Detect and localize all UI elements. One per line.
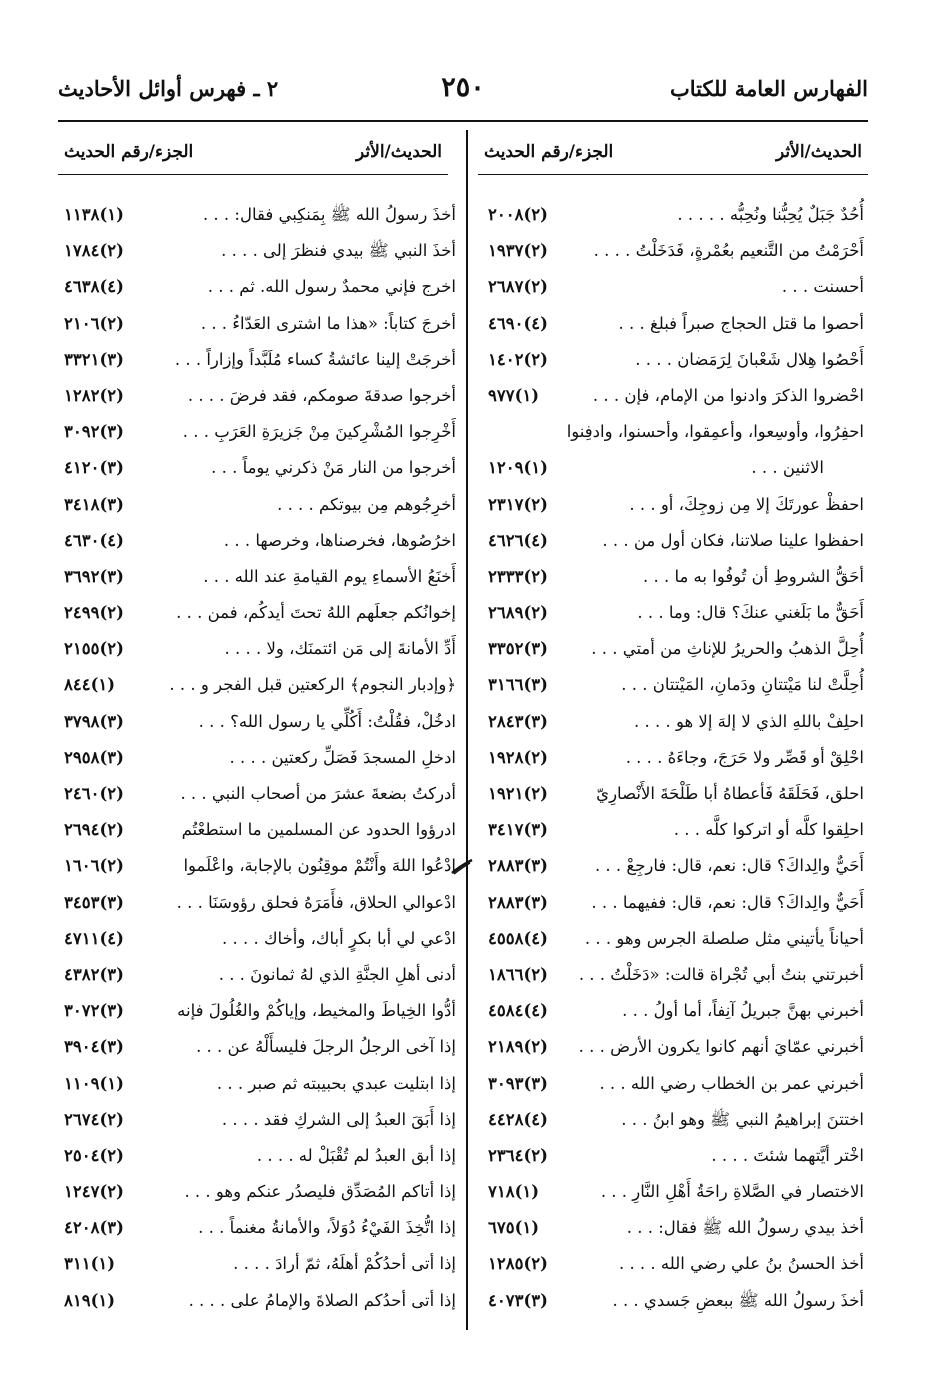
hadith-opening-text: احفظوا علينا صلاتنا، فكان أول من . . . [602,530,864,550]
volume-hadith-number: (٢)٢٣١٧ [488,494,548,514]
hadith-opening-text: ادرؤوا الحدود عن المسلمين ما استطعْتُم [181,820,456,840]
hadith-opening-text: أحسنت . . . [781,277,864,297]
volume-hadith-number: (٣)٣٤١٧ [488,820,548,840]
hadith-opening-text: احْلِقْ أو قَصِّر ولا حَرَجَ، وجاءَهُ . . . . [625,747,864,767]
volume-hadith-number: (٢)٢٦٨٩ [488,603,548,623]
volume-hadith-number: (٣)٣٦٩٢ [64,566,124,586]
hadith-opening-text: أخرجَ كتاباً: «هذا ما اشترى العَدّاءُ . . . [200,313,456,333]
index-entry [488,672,864,708]
index-entry [64,817,456,853]
volume-hadith-number: (٢)١٧٨٤ [64,241,124,261]
volume-hadith-number: (٣)٣٠٩٢ [64,422,124,442]
index-entry [64,745,456,781]
hadith-opening-text: أَخْرِجوا المُشْرِكينَ مِنْ جَزيرَةِ العَرَبِ . . . [182,422,456,442]
index-entry [488,890,864,926]
volume-hadith-number: (٢)١٢٨٢ [64,385,124,405]
volume-hadith-number: (١)٣١١ [64,1254,116,1274]
hadith-opening-text-continued: الاثنين . . . [751,458,824,478]
hadith-opening-text: إخوانُكم جعلَهم اللهُ تحتَ أيدكُم، فمن . . . [176,603,456,623]
hadith-opening-text: أخرجَتْ إلينا عائشةُ كساء مُلَبَّداً وإزاراً . . . [174,349,456,369]
hadith-opening-text: أدُّوا الخِياطَ والمخيط، وإياكُمْ والغُلُولَ فإنه [177,1001,456,1021]
volume-hadith-number: (٢)٢١٥٥ [64,639,124,659]
index-entry [64,636,456,672]
hadith-opening-text: أَحَيٌّ والِداكَ؟ قال: نعم، قال: فارجِعْ . . . [594,856,864,876]
index-entry [488,347,864,383]
hadith-opening-text: ادخُلْ، فقُلْتُ: أَكُلِّي يا رسول الله؟ . . . [198,711,456,731]
index-entry [488,1143,864,1179]
index-entry [64,564,456,600]
volume-hadith-number: (٤)٤٥٨٤ [488,1001,548,1021]
volume-hadith-number: (٢)١٢٤٧ [64,1182,124,1202]
volume-hadith-number: (١)٧١٨ [488,1182,540,1202]
hadith-opening-text: أَحْصُوا هِلال شَعْبانَ لِرَمَضان . . . . [635,349,864,369]
hadith-label: الحديث/الأثر [356,142,442,162]
index-entry [488,311,864,347]
index-entry [488,1215,864,1251]
index-entry [488,492,864,528]
volume-hadith-number: (٢)٢٦٩٤ [64,820,124,840]
index-entry [64,238,456,274]
hadith-opening-text: إذا أتى أحدُكم الصلاةَ والإمامُ على . . . . [188,1290,456,1310]
hadith-opening-text: أدركتُ بضعةَ عشرَ من أصحاب النبي . . . [180,784,456,803]
index-entry [64,1215,456,1251]
index-entry [64,781,456,817]
volume-hadith-number: (٣)٣٤١٨ [64,494,124,514]
hadith-opening-text: أخذ الحسنُ بنُ علي رضي الله . . . . [618,1254,864,1274]
page-header [58,72,868,112]
volume-hadith-number: (٣)٢٩٥٨ [64,747,124,767]
hadith-opening-text: أخذَ رسولُ الله ﷺ ببعضِ جَسدي . . . [612,1290,864,1310]
hadith-opening-text: ادْعُوا اللهَ وأَنْتُمْ موقِنُون بالإجابة، واعْلَموا [183,856,456,876]
index-entry [488,709,864,745]
index-entry [488,962,864,998]
index-entry [64,455,456,491]
hadith-opening-text: أَحَقٌّ ما بَلَغني عنكَ؟ قال: وما . . . [637,603,864,623]
index-entry [488,528,864,564]
hadith-label: الحديث/الأثر [776,142,862,162]
index-entry [488,600,864,636]
index-entry [64,853,456,889]
index-entry [64,202,456,238]
right-column-header [478,138,868,168]
volume-hadith-number: (٤)٤٤٢٨ [488,1109,548,1129]
hadith-opening-text: أَحَيٌّ والِداكَ؟ قال: نعم، قال: ففيهما . . . [591,892,864,912]
index-entry [488,1034,864,1070]
index-entry [64,926,456,962]
hadith-opening-text: أَحْرَمْتُ من التَّنعيم بعُمْرةٍ، فَدَخَلْتُ . . . . [593,241,864,261]
hadith-opening-text: أخبرني بهنَّ جبريلُ آنِفاً، أما أولُ . . . [622,1001,864,1021]
index-entry [488,1251,864,1287]
volume-hadith-number: (٣)٣٠٧٢ [64,1001,124,1021]
volume-hadith-number: (٢)٢٣٦٤ [488,1145,548,1165]
volume-hadith-number: (٢)٢٤٩٩ [64,603,124,623]
hadith-opening-text: أحصوا ما قتل الحجاج صبراً فبلغ . . . [618,313,864,333]
volume-hadith-number: (١)١٢٠٩ [488,458,548,478]
hadith-opening-text: ادْعوالي الحلاق، فأَمَرَهُ فحلق رؤوسَنَا . . . [176,892,456,912]
index-entry [64,492,456,528]
hadith-opening-text: احلِقوا كلَّه أو اتركوا كلَّه . . . [673,820,864,840]
volume-hadith-number: (٢)٢٦٧٤ [64,1109,124,1129]
index-entry [64,1034,456,1070]
index-entry [488,419,864,491]
pen-mark-icon [450,858,474,876]
hadith-opening-text: احلق، فَحَلَقَهُ فَأعطاهُ أبا طَلْحَةَ الأَنْصارِيّ [596,784,864,804]
volume-hadith-number: (٣)٣١٦٦ [488,675,548,695]
index-entry [488,564,864,600]
book-section-title: الفهارس العامة للكتاب [669,76,868,101]
volume-hadith-number: (٢)١٢٨٥ [488,1254,548,1274]
volume-hadith-number: (٢)٢٦٨٧ [488,277,548,297]
hadith-opening-text: إذا ابتليت عبدي بحبيبته ثم صبر . . . [216,1073,456,1093]
left-column-header [58,138,448,168]
hadith-opening-text: أخذَ رسولُ الله ﷺ بِمَنكِبي فقال: . . . [202,205,456,224]
index-entry [488,636,864,672]
hadith-opening-text: احفظْ عورتَكَ إلا مِن زوجِكَ، أو . . . [629,494,864,514]
volume-hadith-number: (٢)٢٤٦٠ [64,784,124,803]
index-entry [488,383,864,419]
volume-hadith-number: (٣)٣٣٥٢ [488,639,548,659]
hadith-opening-text: أخبرني عمّايَ أنهم كانوا يكرون الأرض . . . [578,1037,864,1057]
hadith-opening-text: إذا أتى أحدُكُمْ أهلَهُ، ثمّ أرادَ . . . . [233,1254,456,1274]
index-entry [64,383,456,419]
hadith-opening-text: أخرِجُوهم مِن بيوتكم . . . . [277,494,456,514]
volume-hadith-number: (١)١١٣٨ [64,205,124,224]
volume-hadith-number: (٣)٢٨٨٣ [488,892,548,912]
index-entry [64,709,456,745]
volume-hadith-number: (٣)٣٧٩٨ [64,711,124,731]
volume-hadith-number: (١)٩٧٧ [488,385,540,405]
volume-hadith-number: (٢)٢١٨٩ [488,1037,548,1057]
volume-hadith-number: (٢)٢٥٠٤ [64,1145,124,1165]
index-entry [488,745,864,781]
hadith-opening-text: احلِفْ باللهِ الذي لا إلهَ إلا هو . . . . [634,711,864,731]
index-entry [488,1179,864,1215]
index-entry [64,274,456,310]
hadith-opening-text: أحياناً يأتيني مثل صلصلة الجرس وهو . . . [584,928,864,948]
volume-hadith-number: (٢)٢١٠٦ [64,313,124,333]
index-entry [488,781,864,817]
hadith-opening-text: أَخنَعُ الأسماءِ يوم القيامةِ عند الله . . . [203,566,456,586]
index-entry [488,1288,864,1324]
header-rule [58,120,868,122]
hadith-opening-text: أُحِلَّ الذهبُ والحريرُ للإناثِ من أمتي . . . [591,639,864,659]
index-entry [488,998,864,1034]
volume-hadith-number: (٣)٤٢٠٨ [64,1218,124,1238]
volume-hadith-number: (١)٨٤٤ [64,675,116,695]
volume-hadith-number: (٤)٤٦٣٨ [64,277,124,297]
index-entry [64,1107,456,1143]
hadith-opening-text: إذا أَبَقَ العبدُ إلى الشركِ فقد . . . . [221,1109,456,1129]
ref-label: الجزء/رقم الحديث [64,142,194,162]
index-entry [488,926,864,962]
volume-hadith-number: (٢)١٩٢١ [488,784,548,804]
index-entry [488,1071,864,1107]
index-entry [64,311,456,347]
volume-hadith-number: (٢)١٤٠٢ [488,349,548,369]
index-entry [488,853,864,889]
volume-hadith-number: (٤)٤٦٢٦ [488,530,548,550]
hadith-opening-text: ﴿وإدبار النجوم﴾ الركعتين قبل الفجر و . . . [169,675,456,695]
hadith-opening-text: إذا أبق العبدُ لم تُقْبَلْ له . . . . [256,1145,456,1165]
hadith-opening-text: أخرجوا صدقةَ صومكم، فقد فرضَ . . . . [187,385,456,405]
volume-hadith-number: (٢)١٨٦٦ [488,964,548,984]
hadith-opening-text: أَدِّ الأمانةَ إلى مَن ائتمنَك، ولا . . . . [224,639,456,659]
volume-hadith-number: (٤)٤٥٥٨ [488,928,548,948]
hadith-opening-text: أخبرني عمر بن الخطاب رضي الله . . . [599,1073,864,1093]
hadith-opening-text: أُحُدٌ جَبَلٌ يُحِبُّنا ونُحِبُّه . . . . . [677,205,864,224]
hadith-opening-text: احْضروا الذكرَ وادنوا من الإمام، فإن . . . [592,385,864,405]
volume-hadith-number: (٢)٢٠٠٨ [488,205,548,224]
right-header-rule [478,174,868,175]
volume-hadith-number: (٣)٣٠٩٣ [488,1073,548,1093]
hadith-opening-text: أخذ بيدي رسولُ الله ﷺ فقال: . . . [626,1218,864,1238]
hadith-opening-text: إذا اتُّخِذَ الفَيْءُ دُوَلاً، والأمانةُ مغنماً . . . [198,1218,456,1238]
left-header-rule [58,174,448,175]
volume-hadith-number: (٢)٢٣٣٣ [488,566,548,586]
index-entry [488,238,864,274]
volume-hadith-number: (٤)٤٧١١ [64,928,124,948]
left-column-entries [64,202,456,1324]
index-entry [64,998,456,1034]
index-entry [64,347,456,383]
volume-hadith-number: (٢)١٦٠٦ [64,856,124,876]
index-entry [488,202,864,238]
hadith-opening-text: اخرج فإني محمدٌ رسول الله. ثم . . . [207,277,456,297]
hadith-opening-text: أخبرتني بنتُ أبي تُجْراة قالت: «دَخَلْتُ . . . [578,964,864,984]
volume-hadith-number: (٣)٣٣٢١ [64,349,124,369]
hadith-opening-text: أدنى أهلِ الجنَّةِ الذي لهُ ثمانونَ . . . [218,964,456,984]
hadith-opening-text: أحَقُّ الشروطِ أن تُوفُوا به ما . . . [642,566,864,586]
index-entry [64,890,456,926]
volume-hadith-number: (٢)١٩٣٧ [488,241,548,261]
index-entry [488,1107,864,1143]
index-entry [64,1071,456,1107]
volume-hadith-number: (٣)٢٨٤٣ [488,711,548,731]
hadith-opening-text: إذا آخى الرجلُ الرجلَ فليسأَلْهُ عن . . . [196,1037,456,1057]
column-divider [466,130,468,1330]
volume-hadith-number: (٣)٣٩٠٤ [64,1037,124,1057]
hadith-opening-text: أُحِلَّتْ لنا مَيْتتانِ ودَمانِ، المَيْتتان . . . [621,675,864,695]
hadith-opening-text: اخْتر أيَّتهما شئتَ . . . . [711,1145,864,1165]
volume-hadith-number: (٣)٢٨٨٣ [488,856,548,876]
ref-label: الجزء/رقم الحديث [484,142,614,162]
hadith-opening-text: أخرجوا من النار مَنْ ذكرني يوماً . . . [211,458,456,478]
page-number: ٢٥٠ [441,72,485,103]
index-entry [64,672,456,708]
index-entry [64,528,456,564]
volume-hadith-number: (٤)٤٦٣٠ [64,530,124,550]
index-title: ٢ ـ فهرس أوائل الأحاديث [58,76,279,101]
hadith-opening-text: ادْعي لي أبا بكرٍ أباك، وأخاك . . . . [221,928,456,948]
volume-hadith-number: (١)٨١٩ [64,1290,116,1310]
hadith-opening-text: اختتنَ إبراهيمُ النبي ﷺ وهو ابنُ . . . [621,1109,864,1129]
hadith-opening-text: إذا أتاكم المُصَدِّق فليصدُر عنكم وهو . . . [184,1182,456,1202]
index-entry [64,1179,456,1215]
hadith-opening-text: أخذَ النبي ﷺ بيدي فنظرَ إلى . . . . [221,241,456,261]
index-entry [64,419,456,455]
index-entry [488,817,864,853]
volume-hadith-number: (١)١١٠٩ [64,1073,124,1093]
right-column-entries [488,202,864,1324]
index-entry [64,962,456,998]
hadith-opening-text: احفِرُوا، وأوسِعوا، وأعمِقوا، وأحسنوا، وادفِنوا [566,422,864,442]
volume-hadith-number: (٣)٤٠٧٣ [488,1290,548,1310]
volume-hadith-number: (٣)٣٤٥٣ [64,892,124,912]
volume-hadith-number: (١)٦٧٥ [488,1218,540,1238]
volume-hadith-number: (٤)٤٦٩٠ [488,313,548,333]
hadith-opening-text: ادخلِ المسجدَ فَصَلِّ ركعتين . . . . [229,747,456,767]
hadith-opening-text: اخرُصُوها، فخرصناها، وخرصها . . . [223,530,456,550]
volume-hadith-number: (٣)٤٣٨٢ [64,964,124,984]
index-entry [488,274,864,310]
hadith-opening-text: الاختصار في الصَّلاةِ راحَةُ أَهْلِ النَّارِ . . . [600,1182,864,1202]
index-entry [64,600,456,636]
index-entry [64,1143,456,1179]
volume-hadith-number: (٢)١٩٢٨ [488,747,548,767]
volume-hadith-number: (٣)٤١٢٠ [64,458,124,478]
index-entry [64,1288,456,1324]
index-entry [64,1251,456,1287]
